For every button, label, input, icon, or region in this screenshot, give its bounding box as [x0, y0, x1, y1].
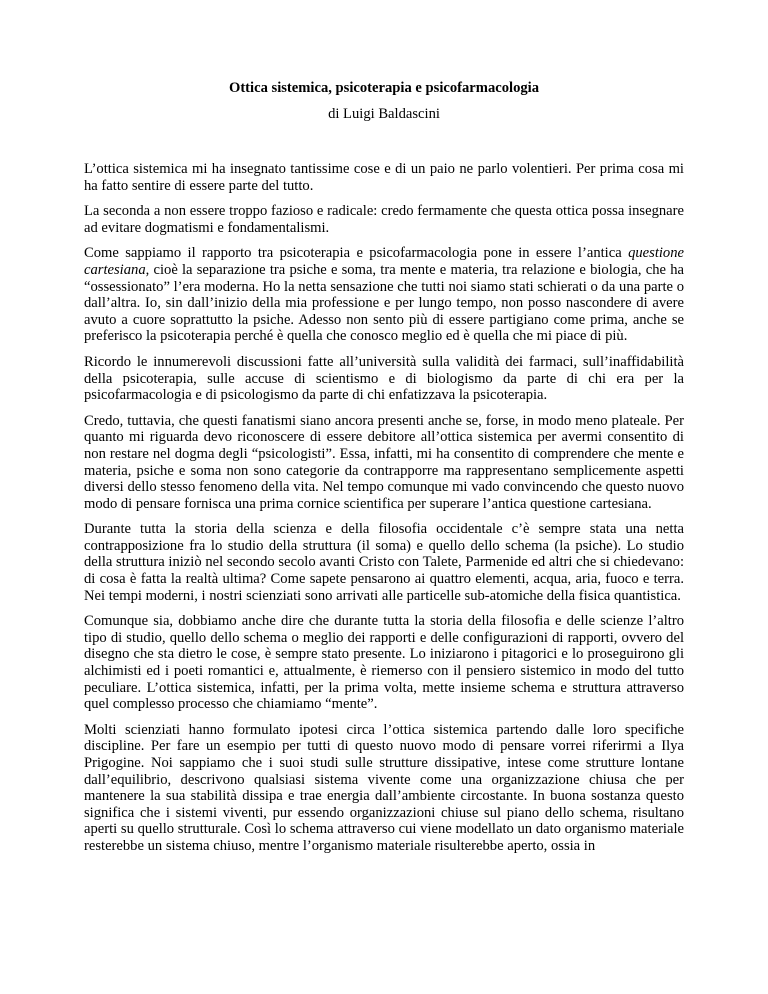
paragraph-1: L’ottica sistemica mi ha insegnato tantissime cose e di un paio ne parlo volentieri. Per prima cosa mi ha fatto sentire di essere parte del tutto. — [84, 161, 684, 194]
document-title: Ottica sistemica, psicoterapia e psicofarmacologia — [228, 80, 540, 96]
paragraph-3-italic-term: questione cartesiana — [84, 245, 684, 278]
paragraph-3-text-end: , cioè la separazione tra psiche e soma, tra mente e materia, tra relazione e biologia, che ha “ossessionato” l’era moderna. Ho la netta sensazione che tutti noi siamo stati schierati o da una parte o dall’altra. Io, sin dall’inizio della mia professione e per lungo tempo, non posso nascondere di avere avuto a cuore soprattutto la psiche. Adesso non sento più di essere partigiano come prima, anche se preferisco la psicoterapia perché è quella che conosco meglio ed è quella che mi piace di più. — [84, 261, 684, 345]
paragraph-6: Durante tutta la storia della scienza e della filosofia occidentale c’è sempre stata una netta contrapposizione fra lo studio della struttura (il soma) e quello dello schema (la psiche). Lo studio della struttura iniziò nel secondo secolo avanti Cristo con Talete, Parmenide ed altri che si chiedevano: di cosa è fatta la realtà ultima? Come sapete pensarono ai quattro elementi, acqua, aria, fuoco e terra. Nei tempi moderni, i nostri scienziati sono arrivati alle particelle sub-atomiche della fisica quantistica. — [84, 521, 684, 604]
paragraph-2: La seconda a non essere troppo fazioso e radicale: credo fermamente che questa ottica possa insegnare ad evitare dogmatismi e fondamentalismi. — [84, 203, 684, 236]
paragraph-7: Comunque sia, dobbiamo anche dire che durante tutta la storia della filosofia e delle scienze l’altro tipo di studio, quello dello schema o meglio dei rapporti e delle configurazioni di rapporti, ovvero del disegno che sta dietro le cose, è sempre stato presente. Lo iniziarono i pitagorici e lo proseguirono gli alchimisti ed i poeti romantici e, attualmente, è riemerso con il pensiero sistemico in modo del tutto peculiare. L’ottica sistemica, infatti, per la prima volta, mette insieme schema e struttura attraverso quel complesso processo che chiamiamo “mente”. — [84, 613, 684, 713]
paragraph-5: Credo, tuttavia, che questi fanatismi siano ancora presenti anche se, forse, in modo meno plateale. Per quanto mi riguarda devo riconoscere di essere debitore all’ottica sistemica per avermi consentito di non restare nel dogma degli “psicologisti”. Essa, infatti, mi ha consentito di comprendere che mente e materia, psiche e soma non sono categorie da contrapporre ma rappresentano semplicemente aspetti diversi dello stesso fenomeno della vita. Nel tempo comunque mi vado convincendo che questo nuovo modo di pensare fornisca una prima cornice scientifica per superare l’antica questione cartesiana. — [84, 412, 684, 512]
document-author: di Luigi Baldascini — [328, 106, 440, 122]
document-page — [84, 80, 684, 864]
paragraph-3 — [84, 245, 684, 345]
paragraph-4: Ricordo le innumerevoli discussioni fatte all’università sulla validità dei farmaci, sull’inaffidabilità della psicoterapia, sulle accuse di scientismo e di biologismo da parte di chi era per la psicofarmacologia e di psicologismo da parte di chi enfatizzava la psicoterapia. — [84, 353, 684, 404]
document-body — [84, 161, 684, 855]
paragraph-8: Molti scienziati hanno formulato ipotesi circa l’ottica sistemica partendo dalle loro specifiche discipline. Per fare un esempio per tutti di questo nuovo modo di pensare vorrei riferirmi a Ilya Prigogine. Noi sappiamo che i suoi studi sulle strutture dissipative, intese come strutture lontane dall’equilibrio, descrivono qualsiasi sistema vivente come una organizzazione chiusa che per mantenere la sua stabilità dissipa e trae energia dall’ambiente circostante. In buona sostanza questo significa che i sistemi viventi, pur essendo organizzazioni chiuse sul piano dello schema, risultano aperti su quello strutturale. Così lo schema attraverso cui viene modellato un dato organismo materiale resterebbe un sistema chiuso, mentre l’organismo materiale risulterebbe aperto, ossia in — [84, 721, 684, 854]
paragraph-3-text-start: Come sappiamo il rapporto tra psicoterapia e psicofarmacologia pone in essere l’antica — [84, 245, 629, 262]
